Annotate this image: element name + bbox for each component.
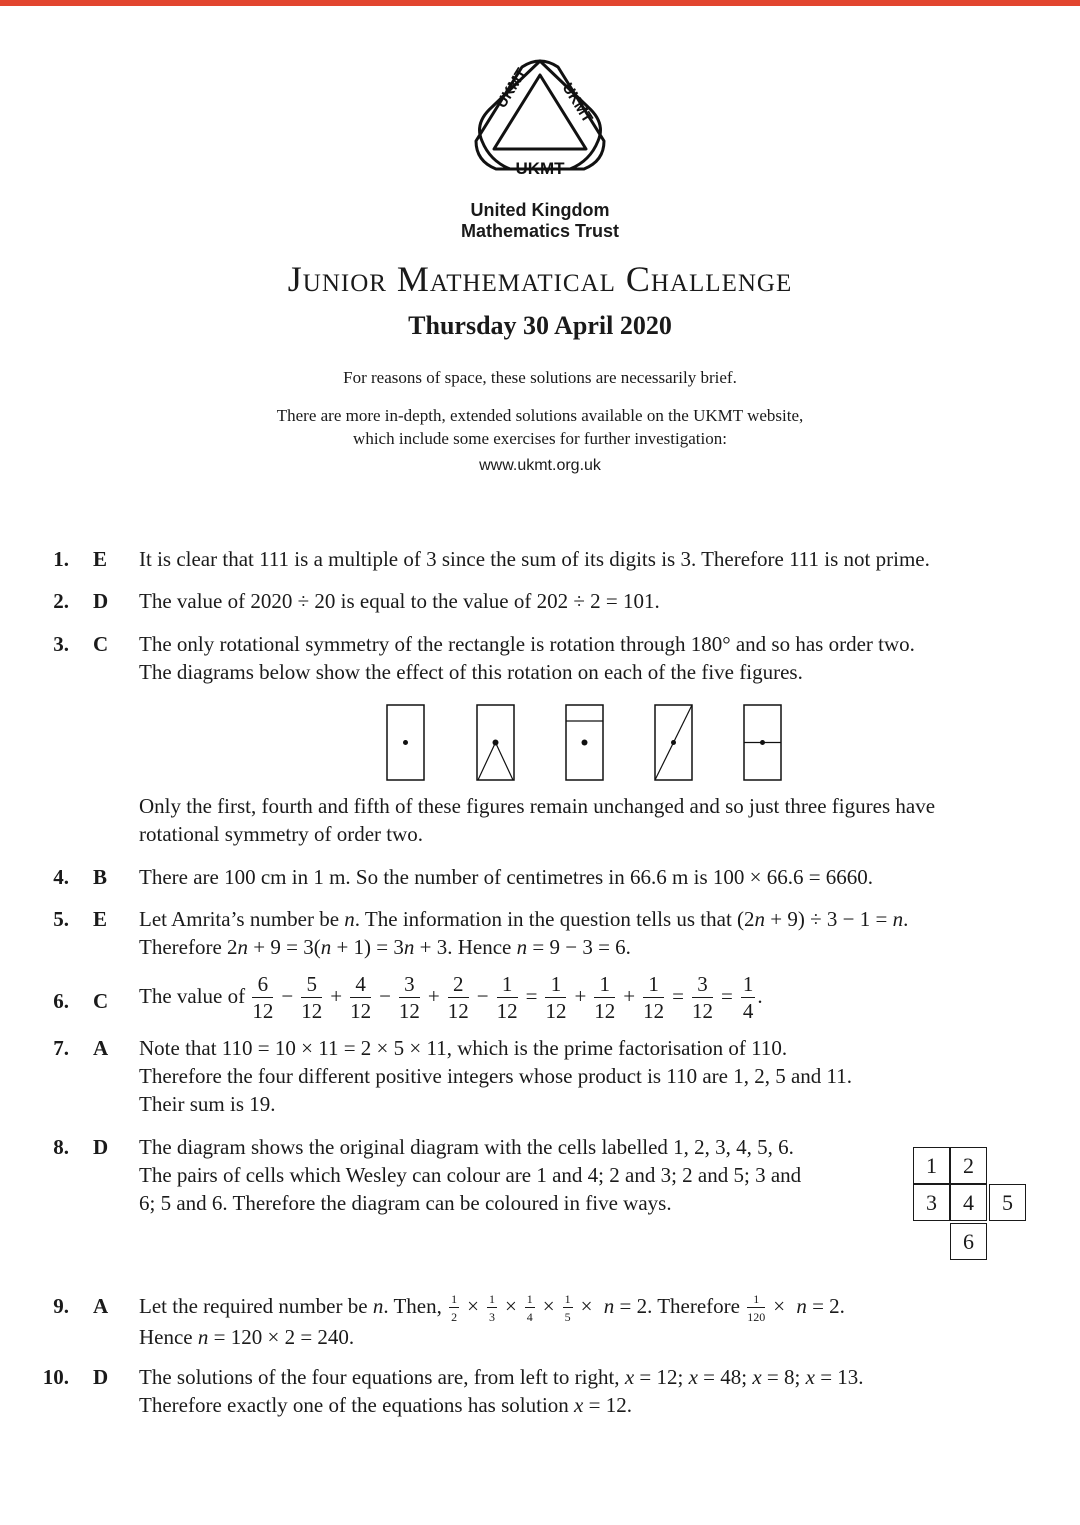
question-number: 5. — [53, 907, 69, 931]
website-link[interactable]: www.ukmt.org.uk — [479, 457, 601, 474]
svg-text:UKMT: UKMT — [558, 80, 596, 126]
figure-3 — [566, 705, 603, 780]
fraction: $\frac{1}{4}$ — [526, 1292, 533, 1325]
logo-text: UKMT — [515, 159, 565, 178]
operator: + — [574, 983, 587, 1008]
operator: + — [330, 983, 343, 1008]
operator: − — [379, 983, 391, 1008]
answer-letter: A — [93, 1036, 109, 1060]
solution-text: There are 100 cm in 1 m. So the number of centimetres in 66.6 m is 100 × 66.6 = 6660. — [139, 865, 874, 889]
answer-letter: B — [93, 865, 108, 889]
operator: × — [504, 1294, 517, 1318]
answer-letter: A — [93, 1294, 109, 1318]
fraction: $\frac{1}{12}$ — [594, 972, 616, 1023]
fraction: $\frac{1}{12}$ — [496, 972, 518, 1023]
fraction: $\frac{3}{12}$ — [398, 972, 420, 1023]
fraction: $\frac{5}{12}$ — [301, 972, 323, 1023]
fraction: $\frac{1}{2}$ — [451, 1292, 458, 1325]
question-number: 4. — [53, 865, 69, 889]
fraction: $\frac{1}{12}$ — [545, 972, 567, 1023]
answer-letter: D — [93, 589, 109, 613]
solution-text: Therefore the four different positive integers whose product is 110 are 1, 2, 5 and 11. — [139, 1064, 853, 1088]
answer-letter: E — [93, 907, 108, 931]
fraction: $\frac{1}{3}$ — [488, 1292, 495, 1325]
fraction: $\frac{1}{4}$ — [742, 972, 754, 1023]
fraction: $\frac{4}{12}$ — [350, 972, 372, 1023]
ukmt-logo — [470, 57, 610, 185]
solution-text: Only the first, fourth and fifth of these figures remain unchanged and so just three figures have — [139, 794, 936, 818]
fraction: $\frac{1}{12}$ — [643, 972, 665, 1023]
operator: × — [467, 1294, 479, 1318]
question-number: 9. — [53, 1294, 69, 1318]
operator: + — [427, 983, 440, 1008]
question-number: 7. — [53, 1036, 69, 1060]
operator: × — [542, 1294, 555, 1318]
answer-letter: C — [93, 632, 109, 656]
answer-letter: C — [93, 989, 109, 1013]
solution-text: It is clear that 111 is a multiple of 3 since the sum of its digits is 3. Therefore 111 is not prime. — [139, 547, 930, 571]
solution-text: The only rotational symmetry of the rectangle is rotation through 180° and so has order two. — [139, 632, 915, 656]
org-name-line1: United Kingdom — [470, 200, 610, 220]
answer-letter: D — [93, 1135, 109, 1159]
figure-1 — [387, 705, 424, 780]
solution-text: 6; 5 and 6. Therefore the diagram can be coloured in five ways. — [139, 1191, 672, 1215]
exam-date: Thursday 30 April 2020 — [408, 311, 672, 340]
solution-text: The pairs of cells which Wesley can colour are 1 and 4; 2 and 3; 2 and 5; 3 and — [139, 1163, 802, 1187]
operator: + — [623, 983, 636, 1008]
intro-note-3: which include some exercises for further investigation: — [353, 429, 727, 448]
fraction: $\frac{2}{12}$ — [447, 972, 469, 1023]
question-number: 3. — [53, 632, 69, 656]
operator: × — [773, 1294, 786, 1318]
grid-cell-5: 5 — [989, 1184, 1026, 1221]
question-number: 1. — [53, 547, 69, 571]
question-number: 6. — [53, 989, 69, 1013]
grid-cell-1: 1 — [913, 1147, 950, 1184]
page-title: Junior Mathematical Challenge — [287, 259, 793, 299]
grid-cell-2: 2 — [950, 1147, 987, 1184]
question-number: 2. — [53, 589, 69, 613]
cell-grid-diagram — [912, 1146, 1028, 1262]
fraction: $\frac{6}{12}$ — [252, 972, 274, 1023]
operator: × — [580, 1294, 593, 1318]
rotation-figures — [386, 704, 786, 782]
figure-5 — [744, 705, 781, 780]
grid-cell-4: 4 — [950, 1184, 987, 1221]
solution-text: rotational symmetry of order two. — [139, 822, 424, 846]
operator: = — [525, 983, 538, 1008]
org-name-line2: Mathematics Trust — [460, 221, 620, 241]
fraction: $\frac{1}{5}$ — [564, 1292, 571, 1325]
question-number: 8. — [53, 1135, 69, 1159]
intro-note-2: There are more in-depth, extended solutions available on the UKMT website, — [276, 406, 804, 425]
figure-4 — [655, 705, 692, 780]
intro-note-1: For reasons of space, these solutions are necessarily brief. — [343, 368, 737, 387]
top-accent-bar — [0, 0, 1080, 6]
operator: − — [281, 983, 294, 1008]
solution-text: The diagram shows the original diagram with the cells labelled 1, 2, 3, 4, 5, 6. — [139, 1135, 794, 1159]
grid-cell-6: 6 — [950, 1223, 987, 1260]
solution-text: The diagrams below show the effect of this rotation on each of the five figures. — [139, 660, 803, 684]
solution-text: Their sum is 19. — [139, 1092, 276, 1116]
operator: − — [476, 983, 489, 1008]
operator: = — [672, 983, 684, 1008]
answer-letter: D — [93, 1365, 109, 1389]
figure-2 — [477, 705, 514, 780]
operator: = — [720, 983, 733, 1008]
answer-letter: E — [93, 547, 108, 571]
grid-cell-3: 3 — [913, 1184, 950, 1221]
fraction: $\frac{1}{120}$ — [747, 1292, 766, 1325]
svg-text:UKMT: UKMT — [492, 65, 531, 112]
solution-text: The value of 2020 ÷ 20 is equal to the value of 202 ÷ 2 = 101. — [139, 589, 660, 613]
fraction: $\frac{3}{12}$ — [691, 972, 713, 1023]
solution-text: Note that 110 = 10 × 11 = 2 × 5 × 11, which is the prime factorisation of 110. — [139, 1036, 788, 1060]
fraction-expression: The value of $\frac{6}{12}$ − $\frac{5}{12}$ + $\frac{4}{12}$ − $\frac{3}{12}$ + $\frac{2}{12}$ − $\frac{1}{12}$ = $\frac{1}{12}$ + $\frac{1}{12}$ + $\frac{1}{12}$ = $\frac{3}{12}$ = $\frac{1}{4}$ . — [139, 972, 763, 1023]
question-number: 10. — [42, 1365, 69, 1389]
